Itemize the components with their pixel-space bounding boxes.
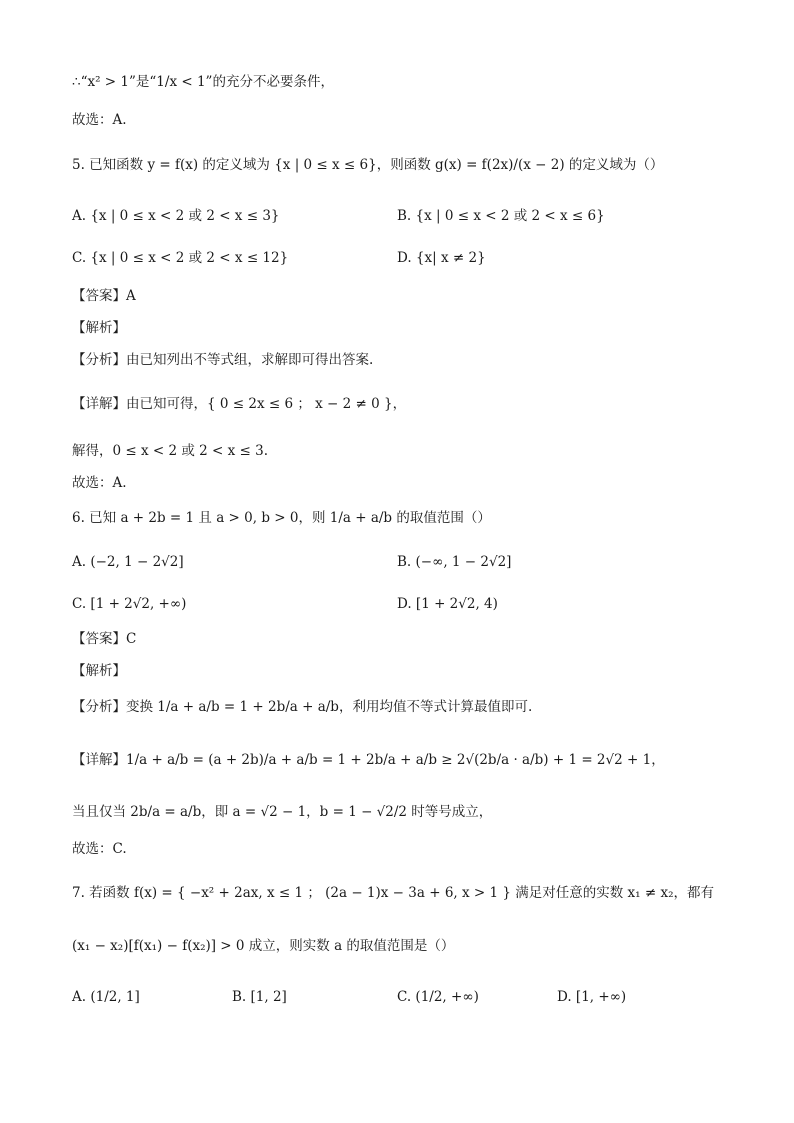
q5-option-b: B. {x | 0 ≤ x < 2 或 2 < x ≤ 6} — [397, 208, 605, 224]
q5-option-c: C. {x | 0 ≤ x < 2 或 2 < x ≤ 12} — [72, 250, 289, 266]
q5-detail: 【详解】由已知可得，{ 0 ≤ 2x ≤ 6 ； x − 2 ≠ 0 }， — [72, 396, 407, 412]
q5-answer: 【答案】A — [72, 288, 136, 304]
q7-option-b: B. [1, 2] — [232, 989, 287, 1005]
answer-choice-line: 故选：A. — [72, 112, 127, 128]
q7-option-c: C. (1/2, +∞) — [397, 989, 479, 1005]
q7-option-d: D. [1, +∞) — [557, 989, 627, 1005]
q5-analysis: 【分析】由已知列出不等式组，求解即可得出答案. — [72, 352, 374, 368]
question-7-stem: 7. 若函数 f(x) = { −x² + 2ax, x ≤ 1 ； (2a − 1)x − 3a + 6, x > 1 } 满足对任意的实数 x₁ ≠ x₂，都有 — [72, 885, 714, 901]
q6-answer: 【答案】C — [72, 631, 137, 647]
q6-analysis: 【分析】变换 1/a + a/b = 1 + 2b/a + a/b，利用均值不等式计算最值即可. — [72, 699, 533, 715]
q5-solve: 解得，0 ≤ x < 2 或 2 < x ≤ 3. — [72, 443, 269, 459]
q5-analysis-heading: 【解析】 — [72, 320, 126, 336]
q6-detail: 【详解】1/a + a/b = (a + 2b)/a + a/b = 1 + 2b/a + a/b ≥ 2√(2b/a · a/b) + 1 = 2√2 + 1， — [72, 752, 665, 768]
q7-option-a: A. (1/2, 1] — [72, 989, 140, 1005]
question-7-condition: (x₁ − x₂)[f(x₁) − f(x₂)] > 0 成立，则实数 a 的取值范围是（） — [72, 938, 455, 954]
q6-analysis-heading: 【解析】 — [72, 663, 126, 679]
conclusion-line: ∴“x² > 1”是“1/x < 1”的充分不必要条件， — [72, 74, 334, 90]
q6-option-d: D. [1 + 2√2, 4) — [397, 596, 498, 612]
q6-option-b: B. (−∞, 1 − 2√2] — [397, 554, 512, 570]
q6-equality: 当且仅当 2b/a = a/b，即 a = √2 − 1，b = 1 − √2/2 时等号成立， — [72, 804, 493, 820]
question-6-stem: 6. 已知 a + 2b = 1 且 a > 0, b > 0，则 1/a + a/b 的取值范围（） — [72, 510, 491, 526]
q5-option-a: A. {x | 0 ≤ x < 2 或 2 < x ≤ 3} — [72, 208, 280, 224]
q5-choice: 故选：A. — [72, 475, 127, 491]
q6-option-c: C. [1 + 2√2, +∞) — [72, 596, 187, 612]
q6-choice: 故选：C. — [72, 841, 127, 857]
q6-option-a: A. (−2, 1 − 2√2] — [72, 554, 184, 570]
q5-option-d: D. {x| x ≠ 2} — [397, 250, 486, 266]
question-5-stem: 5. 已知函数 y = f(x) 的定义域为 {x | 0 ≤ x ≤ 6}，则函数 g(x) = f(2x)/(x − 2) 的定义域为（） — [72, 157, 664, 173]
